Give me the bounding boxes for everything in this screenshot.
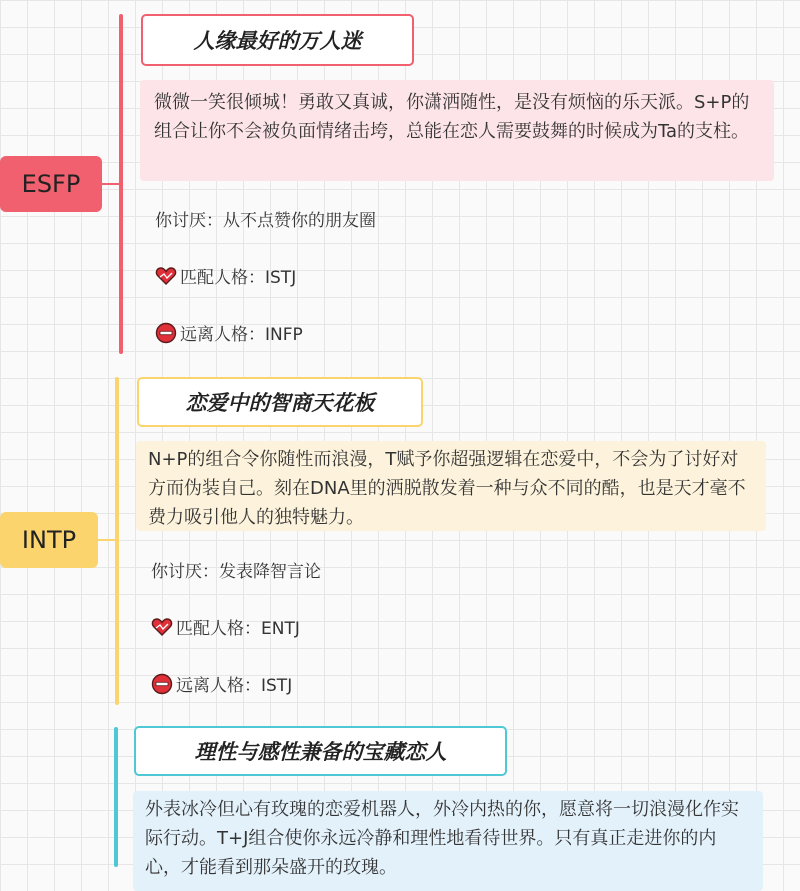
branch-line <box>115 377 119 705</box>
dislike-text: 你讨厌：从不点赞你的朋友圈 <box>155 211 376 231</box>
match-text: 匹配人格：ISTJ <box>180 268 297 288</box>
type-label: INTP <box>21 526 77 554</box>
heart-icon <box>155 265 177 287</box>
type-label: ESFP <box>21 170 81 198</box>
avoid-text: 远离人格：ISTJ <box>176 676 293 696</box>
match-row <box>155 263 296 288</box>
branch-line <box>119 14 123 354</box>
section-title-text: 理性与感性兼备的宝藏恋人 <box>194 740 447 764</box>
no-entry-icon <box>155 322 177 344</box>
section-title-text: 恋爱中的智商天花板 <box>185 391 375 415</box>
dislike-text: 你讨厌：发表降智言论 <box>151 562 321 582</box>
branch-line <box>114 727 118 867</box>
description-card: N+P的组合令你随性而浪漫，T赋予你超强逻辑在恋爱中，不会为了讨好对方而伪装自己。刻在DNA里的洒脱散发着一种与众不同的酷，也是天才毫不费力吸引他人的独特魅力。 <box>136 441 766 531</box>
description-card: 微微一笑很倾城！勇敢又真诚，你潇洒随性，是没有烦恼的乐天派。S+P的组合让你不会被负面情绪击垮，总能在恋人需要鼓舞的时候成为Ta的支柱。 <box>140 80 774 181</box>
match-text: 匹配人格：ENTJ <box>176 619 300 639</box>
section-title[interactable] <box>141 14 414 66</box>
avoid-text: 远离人格：INFP <box>180 325 303 345</box>
connector-line <box>102 183 119 185</box>
section-title-text: 人缘最好的万人迷 <box>193 29 362 53</box>
section-title[interactable] <box>137 377 423 427</box>
section-title[interactable] <box>134 726 507 776</box>
description-card: 外表冰冷但心有玫瑰的恋爱机器人，外冷内热的你，愿意将一切浪漫化作实际行动。T+J组合使你永远冷静和理性地看待世界。只有真正走进你的内心，才能看到那朵盛开的玫瑰。 <box>133 791 763 891</box>
avoid-row <box>155 320 303 345</box>
heart-icon <box>151 616 173 638</box>
connector-line <box>98 539 115 541</box>
avoid-row <box>151 671 292 696</box>
match-row <box>151 614 300 639</box>
type-node-esfp[interactable] <box>0 156 102 212</box>
no-entry-icon <box>151 673 173 695</box>
type-node-intp[interactable] <box>0 512 98 568</box>
